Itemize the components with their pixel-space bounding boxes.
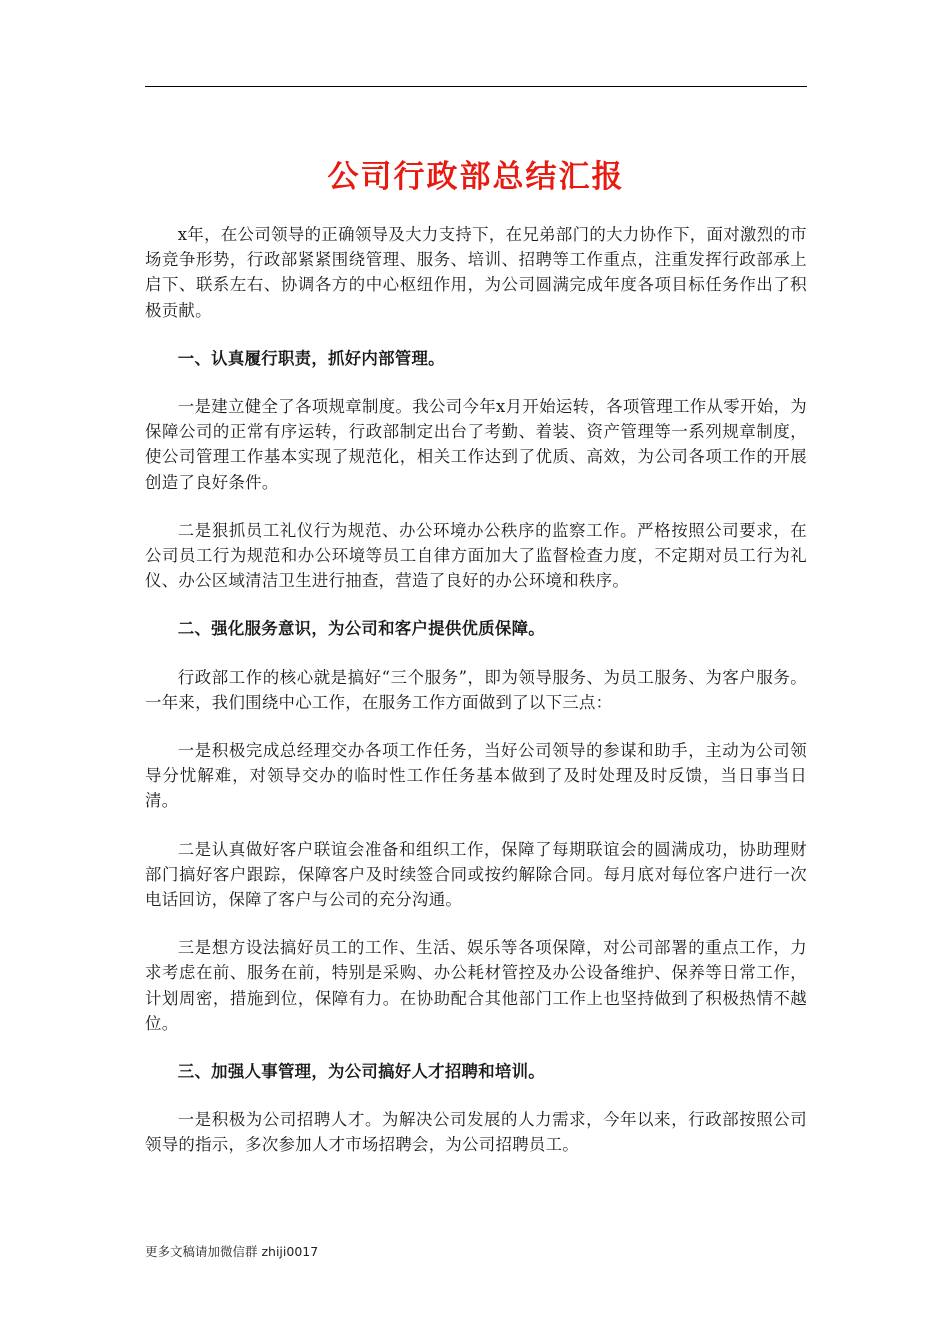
- paragraph: 一是积极为公司招聘人才。为解决公司发展的人力需求，今年以来，行政部按照公司领导的指示，多次参加人才市场招聘会，为公司招聘员工。: [145, 1110, 807, 1155]
- paragraph: 一是积极完成总经理交办各项工作任务，当好公司领导的参谋和助手，主动为公司领导分忧解难，对领导交办的临时性工作任务基本做到了及时处理及时反馈，当日事当日清。: [145, 741, 807, 811]
- paragraph-intro: x年，在公司领导的正确领导及大力支持下，在兄弟部门的大力协作下，面对激烈的市场竞争形势，行政部紧紧围绕管理、服务、培训、招聘等工作重点，注重发挥行政部承上启下、联系左右、协调各方的中心枢纽作用，为公司圆满完成年度各项目标任务作出了积极贡献。: [145, 225, 807, 320]
- section-heading-2: 二、强化服务意识，为公司和客户提供优质保障。: [177, 619, 545, 639]
- paragraph: 二是认真做好客户联谊会准备和组织工作，保障了每期联谊会的圆满成功，协助理财部门搞好客户跟踪，保障客户及时续签合同或按约解除合同。每月底对每位客户进行一次电话回访，保障了客户与公司的充分沟通。: [145, 839, 807, 910]
- document-body: [145, 222, 807, 1181]
- document-title: 公司行政部总结汇报: [327, 159, 625, 195]
- paragraph: 二是狠抓员工礼仪行为规范、办公环境办公秩序的监察工作。严格按照公司要求，在公司员工行为规范和办公环境等员工自律方面加大了监督检查力度，不定期对员工行为礼仪、办公区域清洁卫生进行抽查，营造了良好的办公环境和秩序。: [145, 520, 807, 591]
- paragraph: 三是想方设法搞好员工的工作、生活、娱乐等各项保障，对公司部署的重点工作，力求考虑在前、服务在前，特别是采购、办公耗材管控及办公设备维护、保养等日常工作，计划周密，措施到位，保障有力。在协助配合其他部门工作上也坚持做到了积极热情不越位。: [145, 938, 807, 1033]
- section-heading-3: 三、加强人事管理，为公司搞好人才招聘和培训。: [177, 1062, 545, 1082]
- header-rule: [145, 86, 807, 87]
- section-heading-1: 一、认真履行职责，抓好内部管理。: [177, 348, 445, 368]
- footer-note: 更多文稿请加微信群 zhiji0017: [145, 1244, 319, 1259]
- paragraph: 行政部工作的核心就是搞好“三个服务”，即为领导服务、为员工服务、为客户服务。一年来，我们围绕中心工作，在服务工作方面做到了以下三点：: [145, 667, 807, 712]
- paragraph: 一是建立健全了各项规章制度。我公司今年x月开始运转，各项管理工作从零开始，为保障公司的正常有序运转，行政部制定出台了考勤、着装、资产管理等一系列规章制度，使公司管理工作基本实现了规范化，相关工作达到了优质、高效，为公司各项工作的开展创造了良好条件。: [145, 397, 807, 492]
